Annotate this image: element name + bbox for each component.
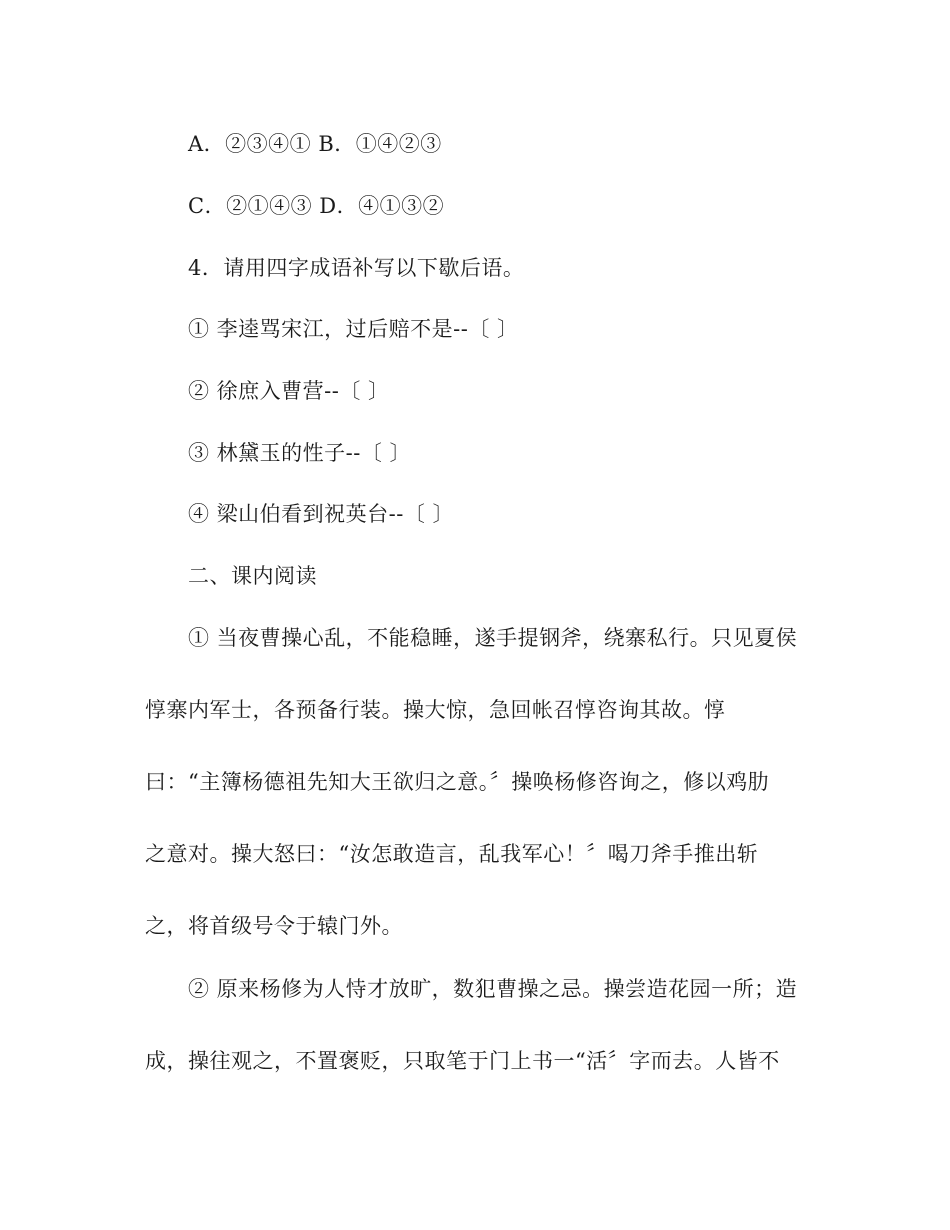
- paragraph-1-line-4: 之意对。操大怒曰：“汝怎敢造言，乱我军心！〞喝刀斧手推出斩: [145, 842, 759, 866]
- paragraph-2-line-1: ② 原来杨修为人恃才放旷，数犯曹操之忌。操尝造花园一所；造: [188, 977, 798, 1001]
- question-4-item-3: ③ 林黛玉的性子--〔 〕: [188, 441, 412, 465]
- section-title: 二、课内阅读: [188, 564, 317, 588]
- paragraph-1-line-1: ① 当夜曹操心乱，不能稳睡，遂手提钢斧，绕寨私行。只见夏侯: [188, 626, 798, 650]
- paragraph-2-line-2: 成，操往观之，不置褒贬，只取笔于门上书一“活〞字而去。人皆不: [145, 1049, 780, 1073]
- question-4-item-1: ① 李逵骂宋江，过后赔不是--〔 〕: [188, 317, 519, 341]
- paragraph-1-line-3: 曰：“主簿杨德祖先知大王欲归之意。〞操唤杨修咨询之，修以鸡肋: [145, 770, 770, 794]
- answer-options-line-1: A．②③④① B．①④②③: [188, 132, 442, 156]
- answer-options-line-2: C．②①④③ D．④①③②: [188, 194, 445, 218]
- paragraph-1-line-2: 惇寨内军士，各预备行装。操大惊，急回帐召惇咨询其故。惇: [145, 698, 726, 722]
- question-4-item-2: ② 徐庶入曹营--〔 〕: [188, 379, 390, 403]
- question-4-prompt: 4．请用四字成语补写以下歇后语。: [188, 256, 525, 280]
- paragraph-1-line-5: 之，将首级号令于辕门外。: [145, 914, 403, 938]
- question-4-item-4: ④ 梁山伯看到祝英台--〔 〕: [188, 502, 455, 526]
